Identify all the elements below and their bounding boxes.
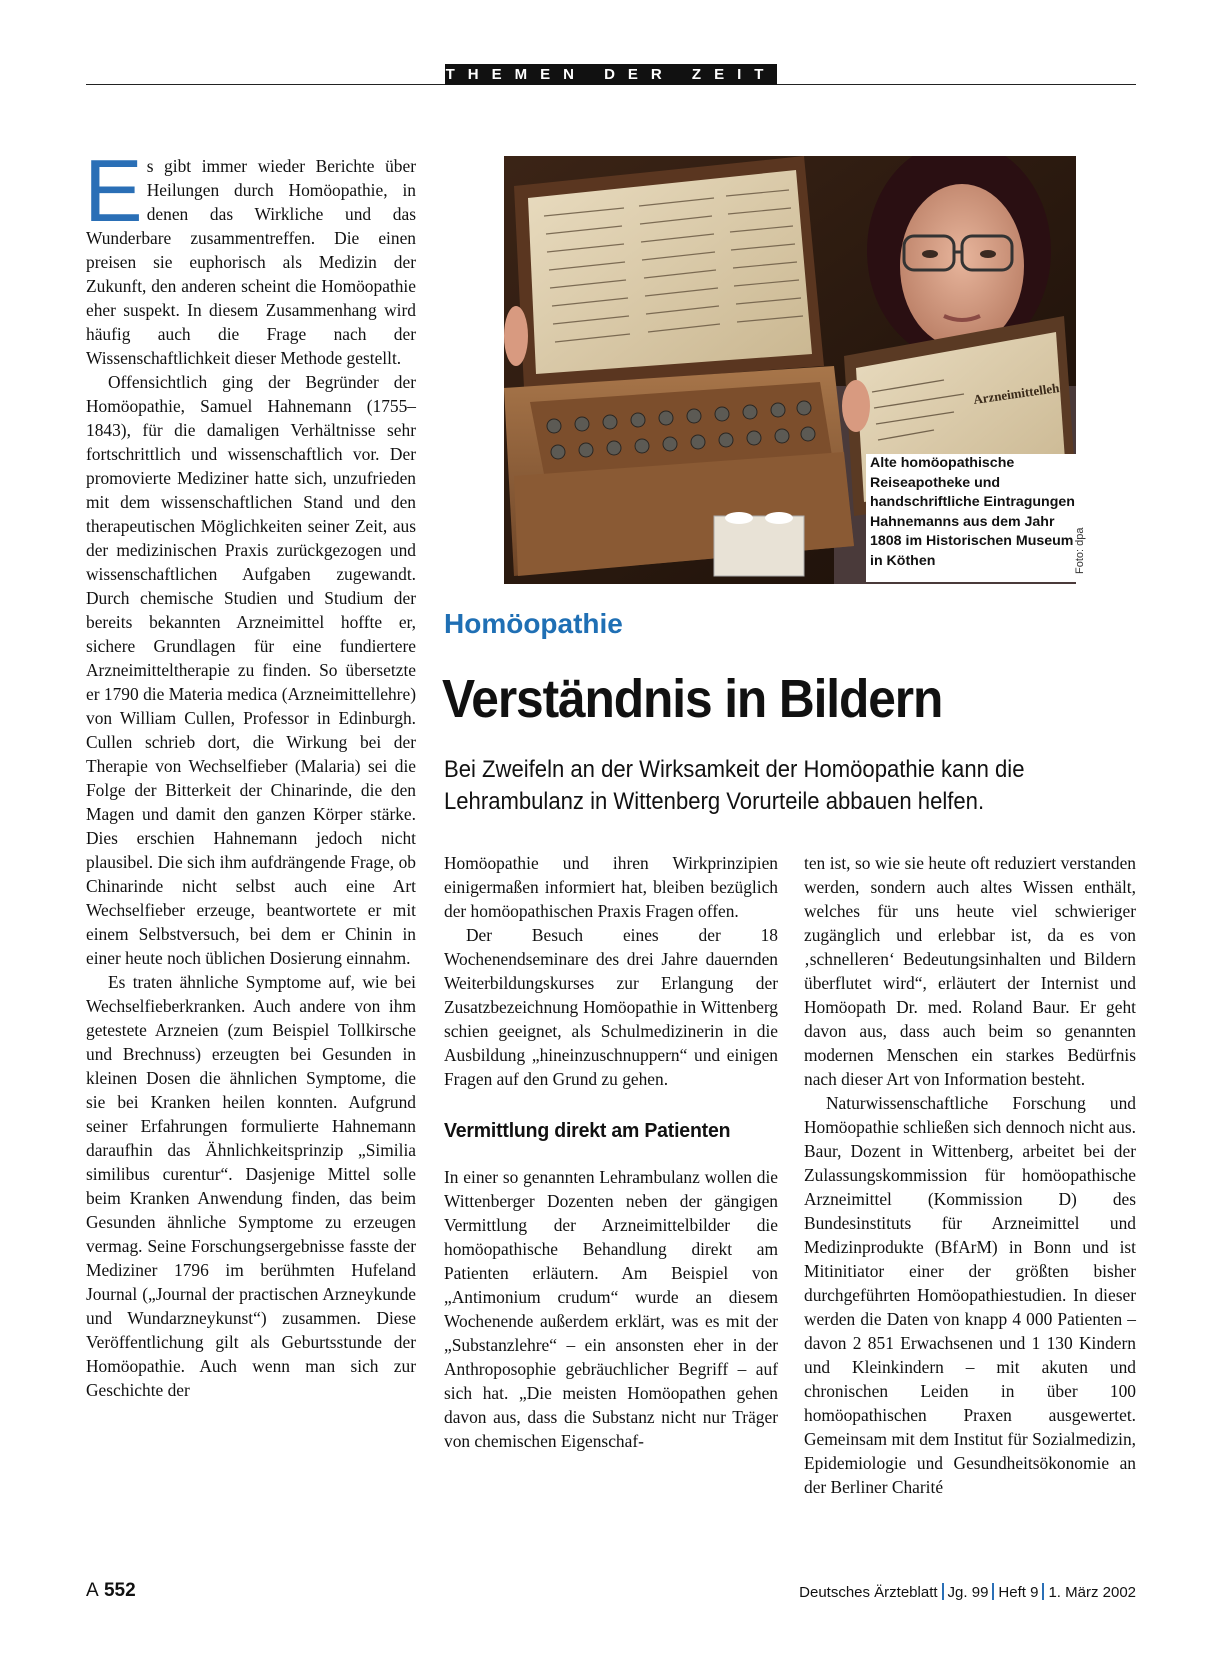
page-prefix: A	[86, 1580, 99, 1601]
section-subheading: Vermittlung direkt am Patienten	[444, 1119, 731, 1142]
journal-issue: Heft 9	[998, 1584, 1039, 1601]
paragraph: Der Besuch eines der 18 Wochenendseminare des drei Jahre dauernden Weiterbildungskurses zur Erlangung der Zusatzbezeichnung Homöopathie in Wittenberg schien geeignet, als Schulmedizinerin in die Ausbildung „hineinzuschnuppern“ und einigen Fragen auf den Grund zu gehen.	[444, 925, 778, 1089]
footer-separator	[1042, 1583, 1044, 1600]
article-column-2	[444, 851, 778, 1453]
footer-separator	[992, 1583, 994, 1600]
paragraph: Naturwissenschaftliche Forschung und Homöopathie schließen sich dennoch nicht aus. Baur, Dozent in Wittenberg, arbeitet bei der Zulassungskommission für homöopathische Arzneimittel (Kommission D) des Bundesinstituts für Arzneimittel und Medizinprodukte (BfArM) in Bonn und ist Mitinitiator einer der größten bisher durchgeführten Homöopathiestudien. In dieser werden die Daten von knapp 4 000 Patienten – davon 2 851 Erwachsenen und 1 130 Kindern und Kleinkindern – mit akuten und chronischen Leiden in über 100 homöopathischen Praxen ausgewertet. Gemeinsam mit dem Institut für Sozialmedizin, Epidemiologie und Gesundheitsökonomie an der Berliner Charité	[804, 1093, 1136, 1497]
footer-separator	[942, 1583, 944, 1600]
journal-date: 1. März 2002	[1048, 1584, 1136, 1601]
journal-footer	[799, 1583, 1136, 1601]
photo-credit: Foto: dpa	[1074, 527, 1086, 574]
page-number-value: 552	[103, 1580, 136, 1601]
paragraph: Es traten ähnliche Symptome auf, wie bei Wechselfieberkranken. Auch andere von ihm getestete Arzneien (zum Beispiel Tollkirsche und Brechnuss) erzeugten bei Gesunden in kleinen Dosen die ähnlichen Symptome, die sie bei Kranken heilen konnten. Aufgrund seiner Erfahrungen formulierte Hahnemann daraufhin das Ähnlichkeitsprinzip „Similia similibus curentur“. Dasjenige Mittel solle beim Kranken Anwendung finden, das beim Gesunden ähnliche Symptome zu erzeugen vermag. Seine Forschungsergebnisse fasste der Mediziner 1796 im berühmten Hufeland Journal („Journal der practischen Arzneykunde und Wundarzneykunst“) zusammen. Diese Veröffentlichung gilt als Geburtsstunde der Homöopathie. Auch wenn man sich zur Geschichte der	[86, 972, 416, 1400]
article-kicker: Homöopathie	[444, 608, 623, 639]
section-label: THEMEN DER ZEIT	[445, 66, 777, 83]
book-title-text: Arzneimittelleh	[972, 380, 1061, 407]
paragraph: In einer so genannten Lehrambulanz wollen die Wittenberger Dozenten neben der gängigen Vermittlung der Arzneimittelbilder die homöopathische Behandlung direkt am Patienten erläutern. Am Beispiel von „Antimonium crudum“ wurde an diesem Wochenende außerdem erklärt, was es mit der „Substanzlehre“ – ein ansonsten eher in der Anthroposophie gebräuchlicher Begriff – auf sich hat. „Die meisten Homöopathen gehen davon aus, dass die Substanz nicht nur Träger von chemischen Eigenschaf-	[444, 1167, 778, 1451]
photo-caption: Alte homöopathische Reiseapotheke und handschriftliche Eintragungen Hahnemanns aus dem Jahr 1808 im Historischen Museum in Köthen	[866, 454, 1078, 582]
paragraph: Offensichtlich ging der Begründer der Homöopathie, Samuel Hahnemann (1755–1843), für die damaligen Verhältnisse sehr fortschrittlich und wissenschaftlich vor. Der promovierte Mediziner hatte sich, unzufrieden mit dem wissenschaftlichen Stand und den therapeutischen Möglichkeiten seiner Zeit, aus der medizinischen Praxis zurückgezogen und wissenschaftlichen Aufgaben zugewandt. Durch chemische Studien und Studium der bereits bekannten Arzneimittel hoffte er, sichere Grundlagen für eine fundiertere Arzneimitteltherapie zu finden. So übersetzte er 1790 die Materia medica (Arzneimittellehre) von William Cullen, Professor in Edinburgh. Cullen schrieb dort, die Wirkung bei der Therapie von Wechselfieber (Malaria) sei die Folge der Bitterkeit der Chinarinde, die den Magen und damit den ganzen Körper stärke. Dies erschien Hahnemann jedoch nicht plausibel. Die sich ihm aufdrängende Frage, ob Chinarinde nicht selbst auch eine Art Wechselfieber erzeuge, beantwortete er mit einem Selbstversuch, bei dem er Chinin in einer heute noch üblichen Dosierung einnahm.	[86, 372, 416, 968]
article-column-3	[804, 851, 1136, 1499]
article-headline: Verständnis in Bildern	[442, 669, 943, 729]
journal-volume: Jg. 99	[947, 1584, 989, 1601]
journal-name: Deutsches Ärzteblatt	[799, 1584, 938, 1601]
article-column-1	[84, 141, 416, 1402]
page-number	[86, 1580, 136, 1602]
paragraph-text: s gibt immer wieder Berichte über Heilungen durch Homöopathie, in denen das Wirkliche und das Wunderbare zusammentreffen. Die einen preisen sie euphorisch als Medizin der Zukunft, den anderen scheint die Homöopathie eher suspekt. In diesem Zusammenhang wird häufig auch die Frage nach der Wissenschaftlichkeit dieser Methode gestellt.	[86, 156, 416, 368]
drop-cap: E	[84, 141, 143, 240]
paragraph	[84, 141, 416, 370]
paragraph: Homöopathie und ihren Wirkprinzipien einigermaßen informiert hat, bleiben bezüglich der homöopathischen Praxis Fragen offen.	[444, 853, 778, 921]
article-lead: Bei Zweifeln an der Wirksamkeit der Homöopathie kann die Lehrambulanz in Wittenberg Vorurteile abbauen helfen.	[444, 756, 1025, 815]
paragraph: ten ist, so wie sie heute oft reduziert verstanden werden, sondern auch altes Wissen enthält, welches für uns heute viel schwieriger zugänglich und erlebbar ist, da es von ‚schnelleren‘ Bedeutungsinhalten und Bildern überflutet wird“, erläutert der Internist und Homöopath Dr. med. Roland Baur. Er geht davon aus, dass auch beim so genannten modernen Menschen ein starkes Bedürfnis nach dieser Art von Information besteht.	[804, 853, 1136, 1089]
